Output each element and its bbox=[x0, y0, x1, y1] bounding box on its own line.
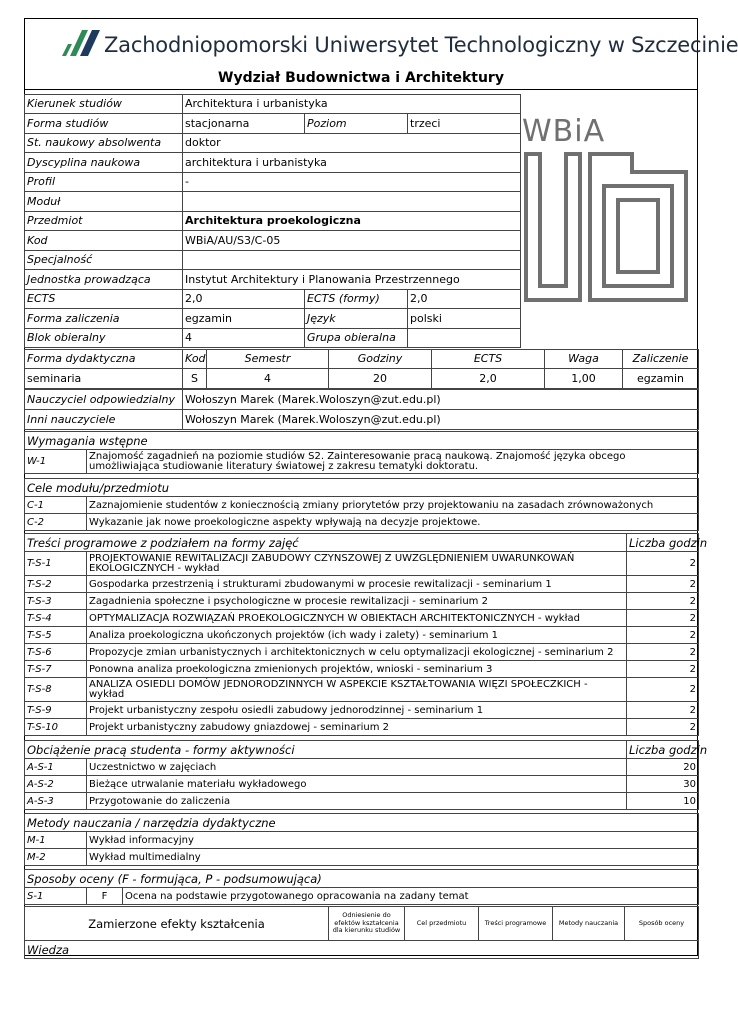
outcomes-section-title: Wiedza bbox=[25, 941, 699, 959]
info-row bbox=[25, 192, 521, 212]
forms-cell: 1,00 bbox=[545, 369, 623, 389]
program-row bbox=[25, 719, 699, 736]
workload-text: Bieżące utrwalanie materiału wykładowego bbox=[87, 776, 627, 793]
program-hours-header: Liczba godzin bbox=[627, 534, 699, 552]
forms-header: Godziny bbox=[329, 350, 432, 369]
university-logo-icon bbox=[60, 28, 102, 58]
university-name: Zachodniopomorski Uniwersytet Technologiczny w Szczecinie bbox=[104, 33, 738, 57]
info-row bbox=[25, 153, 521, 173]
info-row bbox=[25, 95, 521, 114]
workload-text: Uczestnictwo w zajęciach bbox=[87, 759, 627, 776]
program-text: Analiza proekologiczna ukończonych projektów (ich wady i zalety) - seminarium 1 bbox=[87, 627, 627, 644]
program-code: T-S-10 bbox=[25, 719, 87, 736]
program-row bbox=[25, 610, 699, 627]
program-code: T-S-6 bbox=[25, 644, 87, 661]
requirement-text: Znajomość zagadnień na poziomie studiów S2. Zainteresowanie pracą naukową. Znajomość języka obcego umożliwiająca studiowanie literatury światowej z zakresu tematyki doktoratu. bbox=[87, 450, 699, 474]
info-value: doktor bbox=[183, 134, 521, 153]
program-hours: 2 bbox=[627, 552, 699, 576]
outcomes-title: Zamierzone efekty kształcenia bbox=[25, 907, 329, 941]
program-code: T-S-2 bbox=[25, 576, 87, 593]
info-value: 2,0 bbox=[183, 290, 305, 309]
info-value: WBiA/AU/S3/C-05 bbox=[183, 231, 521, 251]
assessment-row bbox=[25, 888, 699, 905]
program-row bbox=[25, 593, 699, 610]
info-label: ECTS (formy) bbox=[305, 290, 408, 309]
workload-code: A-S-2 bbox=[25, 776, 87, 793]
teacher-value: Wołoszyn Marek (Marek.Woloszyn@zut.edu.pl) bbox=[183, 390, 699, 410]
program-hours: 2 bbox=[627, 610, 699, 627]
teacher-row bbox=[25, 390, 699, 410]
info-label: Przedmiot bbox=[25, 212, 183, 231]
program-text: ANALIZA OSIEDLI DOMÓW JEDNORODZINNYCH W ASPEKCIE KSZTAŁTOWANIA WIĘZI SPOŁECZKICH - wykład bbox=[87, 678, 627, 702]
outcomes-column: Treści programowe bbox=[479, 907, 553, 941]
program-hours: 2 bbox=[627, 719, 699, 736]
wbia-logo-icon bbox=[522, 150, 696, 308]
program-row bbox=[25, 576, 699, 593]
requirements-title: Wymagania wstępne bbox=[25, 432, 699, 450]
program-row bbox=[25, 661, 699, 678]
method-row bbox=[25, 832, 699, 849]
teacher-value: Wołoszyn Marek (Marek.Woloszyn@zut.edu.pl) bbox=[183, 410, 699, 430]
info-label: St. naukowy absolwenta bbox=[25, 134, 183, 153]
info-row bbox=[25, 134, 521, 153]
methods-table bbox=[24, 813, 699, 866]
outcomes-column: Cel przedmiotu bbox=[405, 907, 479, 941]
info-label: ECTS bbox=[25, 290, 183, 309]
outcomes-header-row bbox=[25, 907, 699, 941]
requirement-code: W-1 bbox=[25, 450, 87, 474]
header-divider bbox=[24, 89, 698, 90]
info-row bbox=[25, 309, 521, 329]
workload-row bbox=[25, 793, 699, 810]
info-value: - bbox=[183, 173, 521, 192]
info-value: stacjonarna bbox=[183, 114, 305, 134]
info-value: polski bbox=[408, 309, 521, 329]
program-hours: 2 bbox=[627, 576, 699, 593]
forms-header: Semestr bbox=[207, 350, 329, 369]
program-code: T-S-7 bbox=[25, 661, 87, 678]
assessment-code: S-1 bbox=[25, 888, 87, 905]
info-row bbox=[25, 270, 521, 290]
program-row bbox=[25, 627, 699, 644]
info-label: Grupa obieralna bbox=[305, 329, 408, 348]
method-text: Wykład multimedialny bbox=[87, 849, 699, 866]
program-code: T-S-1 bbox=[25, 552, 87, 576]
program-hours: 2 bbox=[627, 661, 699, 678]
program-text: OPTYMALIZACJA ROZWIĄZAŃ PROEKOLOGICZNYCH W OBIEKTACH ARCHITEKTONICZNYCH - wykład bbox=[87, 610, 627, 627]
info-value: architektura i urbanistyka bbox=[183, 153, 521, 173]
program-title: Treści programowe z podziałem na formy zajęć bbox=[25, 534, 627, 552]
info-value: trzeci bbox=[408, 114, 521, 134]
forms-header: Waga bbox=[545, 350, 623, 369]
program-text: Zagadnienia społeczne i psychologiczne w procesie rewitalizacji - seminarium 2 bbox=[87, 593, 627, 610]
forms-cell: 4 bbox=[207, 369, 329, 389]
forms-header: Forma dydaktyczna bbox=[25, 350, 183, 369]
teacher-label: Inni nauczyciele bbox=[25, 410, 183, 430]
methods-title: Metody nauczania / narzędzia dydaktyczne bbox=[25, 814, 699, 832]
program-code: T-S-8 bbox=[25, 678, 87, 702]
info-label: Blok obieralny bbox=[25, 329, 183, 348]
forms-cell: S bbox=[183, 369, 207, 389]
goal-row bbox=[25, 497, 699, 514]
program-hours: 2 bbox=[627, 593, 699, 610]
program-hours: 2 bbox=[627, 644, 699, 661]
program-row bbox=[25, 644, 699, 661]
forms-cell: 20 bbox=[329, 369, 432, 389]
workload-row bbox=[25, 759, 699, 776]
info-label: Forma zaliczenia bbox=[25, 309, 183, 329]
goal-text: Wykazanie jak nowe proekologiczne aspekty wpływają na decyzje projektowe. bbox=[87, 514, 699, 531]
info-row bbox=[25, 251, 521, 270]
goal-code: C-1 bbox=[25, 497, 87, 514]
info-label: Poziom bbox=[305, 114, 408, 134]
workload-title: Obciążenie pracą studenta - formy aktywności bbox=[25, 741, 627, 759]
forms-header: Zaliczenie bbox=[623, 350, 699, 369]
method-text: Wykład informacyjny bbox=[87, 832, 699, 849]
program-text: PROJEKTOWANIE REWITALIZACJI ZABUDOWY CZYNSZOWEJ Z UWZGLĘDNIENIEM UWARUNKOWAŃ EKOLOGICZNYCH - wykład bbox=[87, 552, 627, 576]
info-label: Specjalność bbox=[25, 251, 183, 270]
program-hours: 2 bbox=[627, 678, 699, 702]
info-row bbox=[25, 114, 521, 134]
outcomes-column: Metody nauczania bbox=[553, 907, 625, 941]
info-value bbox=[183, 251, 521, 270]
goals-table bbox=[24, 478, 699, 531]
program-text: Projekt urbanistyczny zabudowy gniazdowej - seminarium 2 bbox=[87, 719, 627, 736]
info-row bbox=[25, 290, 521, 309]
info-value bbox=[183, 192, 521, 212]
program-code: T-S-3 bbox=[25, 593, 87, 610]
workload-hours: 30 bbox=[627, 776, 699, 793]
workload-hours: 20 bbox=[627, 759, 699, 776]
workload-text: Przygotowanie do zaliczenia bbox=[87, 793, 627, 810]
goal-text: Zaznajomienie studentów z koniecznością zmiany priorytetów przy projektowaniu na zasadach zrównoważonych bbox=[87, 497, 699, 514]
requirement-row bbox=[25, 450, 699, 474]
info-row bbox=[25, 231, 521, 251]
info-row bbox=[25, 329, 521, 348]
outcomes-column: Odniesienie do efektów kształcenia dla kierunku studiów bbox=[329, 907, 405, 941]
program-hours: 2 bbox=[627, 702, 699, 719]
info-label: Język bbox=[305, 309, 408, 329]
teacher-row bbox=[25, 410, 699, 430]
goals-title: Cele modułu/przedmiotu bbox=[25, 479, 699, 497]
info-label: Profil bbox=[25, 173, 183, 192]
program-text: Ponowna analiza proekologiczna zmienionych projektów, wnioski - seminarium 3 bbox=[87, 661, 627, 678]
info-value: Instytut Architektury i Planowania Przestrzennego bbox=[183, 270, 521, 290]
method-code: M-2 bbox=[25, 849, 87, 866]
forms-row bbox=[25, 369, 699, 389]
info-table bbox=[24, 94, 521, 348]
goal-row bbox=[25, 514, 699, 531]
info-label: Forma studiów bbox=[25, 114, 183, 134]
info-label: Jednostka prowadząca bbox=[25, 270, 183, 290]
info-value: egzamin bbox=[183, 309, 305, 329]
assessment-text: Ocena na podstawie przygotowanego opracowania na zadany temat bbox=[123, 888, 699, 905]
info-value: 2,0 bbox=[408, 290, 521, 309]
program-text: Projekt urbanistyczny zespołu osiedli zabudowy jednorodzinnej - seminarium 1 bbox=[87, 702, 627, 719]
assessment-type: F bbox=[87, 888, 123, 905]
program-code: T-S-5 bbox=[25, 627, 87, 644]
info-label: Moduł bbox=[25, 192, 183, 212]
info-row bbox=[25, 173, 521, 192]
info-label: Kod bbox=[25, 231, 183, 251]
info-value bbox=[408, 329, 521, 348]
method-row bbox=[25, 849, 699, 866]
forms-header-row bbox=[25, 350, 699, 369]
info-label: Kierunek studiów bbox=[25, 95, 183, 114]
program-code: T-S-9 bbox=[25, 702, 87, 719]
teacher-label: Nauczyciel odpowiedzialny bbox=[25, 390, 183, 410]
forms-header: ECTS bbox=[432, 350, 545, 369]
outcomes-table bbox=[24, 906, 699, 959]
program-text: Propozycje zmian urbanistycznych i architektonicznych w celu optymalizacji ekologicznej - seminarium 2 bbox=[87, 644, 627, 661]
info-row bbox=[25, 212, 521, 231]
workload-code: A-S-1 bbox=[25, 759, 87, 776]
workload-table bbox=[24, 740, 708, 810]
workload-hours: 10 bbox=[627, 793, 699, 810]
program-text: Gospodarka przestrzenią i strukturami zbudowanymi w procesie rewitalizacji - seminarium 1 bbox=[87, 576, 627, 593]
info-value: Architektura i urbanistyka bbox=[183, 95, 521, 114]
assessment-title: Sposoby oceny (F - formująca, P - podsumowująca) bbox=[25, 870, 699, 888]
forms-cell: seminaria bbox=[25, 369, 183, 389]
forms-header: Kod bbox=[183, 350, 207, 369]
teachers-table bbox=[24, 389, 699, 430]
program-code: T-S-4 bbox=[25, 610, 87, 627]
requirements-table bbox=[24, 431, 699, 474]
workload-hours-header: Liczba godzin bbox=[627, 741, 699, 759]
program-hours: 2 bbox=[627, 627, 699, 644]
forms-cell: 2,0 bbox=[432, 369, 545, 389]
workload-row bbox=[25, 776, 699, 793]
method-code: M-1 bbox=[25, 832, 87, 849]
goal-code: C-2 bbox=[25, 514, 87, 531]
faculty-name: Wydział Budownictwa i Architektury bbox=[218, 70, 504, 86]
info-value: 4 bbox=[183, 329, 305, 348]
info-label: Dyscyplina naukowa bbox=[25, 153, 183, 173]
assessment-table bbox=[24, 869, 699, 905]
workload-code: A-S-3 bbox=[25, 793, 87, 810]
program-table bbox=[24, 533, 708, 736]
course-title: Architektura proekologiczna bbox=[183, 212, 521, 231]
outcomes-column: Sposób oceny bbox=[625, 907, 699, 941]
wbia-logo-text: WBiA bbox=[522, 114, 606, 149]
program-row bbox=[25, 678, 699, 702]
forms-cell: egzamin bbox=[623, 369, 699, 389]
program-row bbox=[25, 552, 699, 576]
forms-table bbox=[24, 349, 699, 389]
program-row bbox=[25, 702, 699, 719]
